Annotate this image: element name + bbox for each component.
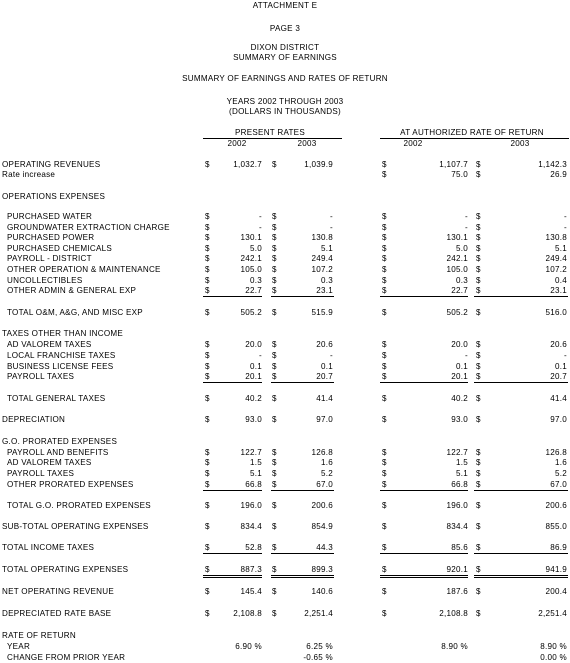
dollar-sign: $ xyxy=(476,415,481,424)
dollar-sign: $ xyxy=(476,276,481,285)
value-cell: - xyxy=(564,223,567,232)
value-cell: 854.9 xyxy=(311,522,333,531)
value-cell: 130.8 xyxy=(545,233,567,242)
value-cell: 0.1 xyxy=(554,362,567,371)
dollar-sign: $ xyxy=(272,254,277,263)
value-cell: 0.1 xyxy=(455,362,468,371)
dollar-sign: $ xyxy=(382,587,387,596)
dollar-sign: $ xyxy=(476,308,481,317)
value-cell: 5.2 xyxy=(320,469,333,478)
dollar-sign: $ xyxy=(272,340,277,349)
row-label: BUSINESS LICENSE FEES xyxy=(7,362,114,371)
row-label: TOTAL G.O. PRORATED EXPENSES xyxy=(7,501,151,510)
value-cell: 22.7 xyxy=(451,286,468,295)
dollar-sign: $ xyxy=(382,223,387,232)
value-cell: 145.4 xyxy=(240,587,262,596)
value-cell: 920.1 xyxy=(446,565,468,574)
dollar-sign: $ xyxy=(205,362,210,371)
value-cell: 26.9 xyxy=(550,170,567,179)
dollar-sign: $ xyxy=(205,223,210,232)
value-cell: 122.7 xyxy=(446,448,468,457)
value-cell: 1,107.7 xyxy=(439,160,468,169)
value-cell: 196.0 xyxy=(240,501,262,510)
value-cell: 97.0 xyxy=(316,415,333,424)
row-label: RATE OF RETURN xyxy=(2,631,76,640)
dollar-sign: $ xyxy=(382,501,387,510)
row-label: SUB-TOTAL OPERATING EXPENSES xyxy=(2,522,149,531)
row-label: AD VALOREM TAXES xyxy=(7,458,92,467)
value-cell: 44.3 xyxy=(316,543,333,552)
dollar-sign: $ xyxy=(272,160,277,169)
dollar-sign: $ xyxy=(476,522,481,531)
value-cell: 66.8 xyxy=(245,480,262,489)
total-underline xyxy=(474,490,568,491)
value-cell: 5.2 xyxy=(554,469,567,478)
dollar-sign: $ xyxy=(476,448,481,457)
row-label: OTHER OPERATION & MAINTENANCE xyxy=(7,265,161,274)
value-cell: 855.0 xyxy=(545,522,567,531)
row-label: OPERATIONS EXPENSES xyxy=(2,192,106,201)
value-cell: 20.0 xyxy=(245,340,262,349)
dollar-sign: $ xyxy=(382,372,387,381)
dollar-sign: $ xyxy=(382,469,387,478)
value-cell: 86.9 xyxy=(550,543,567,552)
value-cell: 1,039.9 xyxy=(304,160,333,169)
dollar-sign: $ xyxy=(476,469,481,478)
year-heading: 2003 xyxy=(297,139,317,148)
page-number: PAGE 3 xyxy=(269,24,301,33)
row-label: CHANGE FROM PRIOR YEAR xyxy=(7,653,126,662)
dollar-sign: $ xyxy=(476,587,481,596)
value-cell: 41.4 xyxy=(316,394,333,403)
value-cell: 22.7 xyxy=(245,286,262,295)
row-label: AD VALOREM TAXES xyxy=(7,340,92,349)
dollar-sign: $ xyxy=(272,265,277,274)
dollar-sign: $ xyxy=(476,609,481,618)
value-cell: - xyxy=(259,223,262,232)
dollar-sign: $ xyxy=(205,469,210,478)
year-heading: 2002 xyxy=(227,139,247,148)
value-cell: 5.0 xyxy=(455,244,468,253)
dollar-sign: $ xyxy=(272,543,277,552)
dollar-sign: $ xyxy=(476,372,481,381)
dollar-sign: $ xyxy=(205,276,210,285)
row-label: PURCHASED CHEMICALS xyxy=(7,244,113,253)
dollar-sign: $ xyxy=(382,254,387,263)
dollar-sign: $ xyxy=(476,351,481,360)
value-cell: 1,142.3 xyxy=(538,160,567,169)
dollar-sign: $ xyxy=(476,265,481,274)
value-cell: 20.1 xyxy=(451,372,468,381)
dollar-sign: $ xyxy=(382,394,387,403)
dollar-sign: $ xyxy=(476,394,481,403)
value-cell: 93.0 xyxy=(245,415,262,424)
dollar-sign: $ xyxy=(476,480,481,489)
value-cell: 20.0 xyxy=(451,340,468,349)
value-cell: 130.8 xyxy=(311,233,333,242)
value-cell: 23.1 xyxy=(550,286,567,295)
attachment-label: ATTACHMENT E xyxy=(252,1,318,10)
dollar-sign: $ xyxy=(272,522,277,531)
row-label: PAYROLL - DISTRICT xyxy=(7,254,92,263)
value-cell: 20.7 xyxy=(550,372,567,381)
total-underline xyxy=(271,490,334,491)
value-cell: 20.1 xyxy=(245,372,262,381)
total-underline xyxy=(380,553,468,554)
value-cell: 40.2 xyxy=(451,394,468,403)
dollar-sign: $ xyxy=(382,351,387,360)
value-cell: 0.3 xyxy=(455,276,468,285)
dollar-sign: $ xyxy=(205,308,210,317)
row-label: PAYROLL TAXES xyxy=(7,469,75,478)
value-cell: 0.1 xyxy=(249,362,262,371)
value-cell: - xyxy=(465,212,468,221)
dollar-sign: $ xyxy=(272,362,277,371)
row-label: TOTAL OPERATING EXPENSES xyxy=(2,565,129,574)
value-cell: 140.6 xyxy=(311,587,333,596)
value-cell: 0.00 % xyxy=(540,653,567,662)
value-cell: - xyxy=(330,223,333,232)
dollar-sign: $ xyxy=(272,469,277,478)
value-cell: 20.6 xyxy=(316,340,333,349)
value-cell: 2,108.8 xyxy=(233,609,262,618)
dollar-sign: $ xyxy=(382,522,387,531)
dollar-sign: $ xyxy=(205,587,210,596)
total-underline xyxy=(271,296,334,297)
value-cell: - xyxy=(564,212,567,221)
total-underline xyxy=(474,577,568,578)
report-subtitle: SUMMARY OF EARNINGS AND RATES OF RETURN xyxy=(182,74,388,83)
dollar-sign: $ xyxy=(476,543,481,552)
dollar-sign: $ xyxy=(272,609,277,618)
dollar-sign: $ xyxy=(382,212,387,221)
dollar-sign: $ xyxy=(382,340,387,349)
value-cell: 107.2 xyxy=(311,265,333,274)
value-cell: 0.4 xyxy=(554,276,567,285)
value-cell: 5.1 xyxy=(320,244,333,253)
value-cell: 75.0 xyxy=(451,170,468,179)
dollar-sign: $ xyxy=(476,340,481,349)
row-label: UNCOLLECTIBLES xyxy=(7,276,83,285)
value-cell: - xyxy=(465,223,468,232)
dollar-sign: $ xyxy=(476,233,481,242)
value-cell: 887.3 xyxy=(240,565,262,574)
value-cell: 834.4 xyxy=(240,522,262,531)
dollar-sign: $ xyxy=(382,362,387,371)
dollar-sign: $ xyxy=(205,480,210,489)
value-cell: 1.6 xyxy=(320,458,333,467)
dollar-sign: $ xyxy=(205,501,210,510)
value-cell: 2,251.4 xyxy=(538,609,567,618)
dollar-sign: $ xyxy=(476,286,481,295)
dollar-sign: $ xyxy=(205,565,210,574)
dollar-sign: $ xyxy=(272,308,277,317)
dollar-sign: $ xyxy=(382,543,387,552)
district-name: DIXON DISTRICT xyxy=(250,43,320,52)
row-label: DEPRECIATED RATE BASE xyxy=(2,609,112,618)
value-cell: 5.0 xyxy=(249,244,262,253)
value-cell: 5.1 xyxy=(249,469,262,478)
total-underline xyxy=(271,382,334,383)
value-cell: 130.1 xyxy=(446,233,468,242)
dollar-sign: $ xyxy=(476,160,481,169)
dollar-sign: $ xyxy=(382,448,387,457)
row-label: PURCHASED WATER xyxy=(7,212,93,221)
row-label: PURCHASED POWER xyxy=(7,233,95,242)
row-label: TOTAL GENERAL TAXES xyxy=(7,394,106,403)
row-label: G.O. PRORATED EXPENSES xyxy=(2,437,118,446)
value-cell: 0.3 xyxy=(249,276,262,285)
value-cell: 899.3 xyxy=(311,565,333,574)
value-cell: 200.4 xyxy=(545,587,567,596)
value-cell: 1.6 xyxy=(554,458,567,467)
value-cell: 187.6 xyxy=(446,587,468,596)
value-cell: 1.5 xyxy=(249,458,262,467)
value-cell: 130.1 xyxy=(240,233,262,242)
total-underline xyxy=(203,577,262,578)
value-cell: 516.0 xyxy=(545,308,567,317)
dollar-sign: $ xyxy=(476,223,481,232)
value-cell: 2,108.8 xyxy=(439,609,468,618)
value-cell: 52.8 xyxy=(245,543,262,552)
total-underline xyxy=(380,575,468,576)
total-underline xyxy=(474,553,568,554)
dollar-sign: $ xyxy=(272,448,277,457)
total-underline xyxy=(271,553,334,554)
value-cell: 8.90 % xyxy=(540,642,567,651)
value-cell: - xyxy=(259,351,262,360)
value-cell: 6.90 % xyxy=(235,642,262,651)
value-cell: 93.0 xyxy=(451,415,468,424)
dollar-sign: $ xyxy=(272,394,277,403)
dollar-sign: $ xyxy=(382,565,387,574)
dollar-sign: $ xyxy=(476,170,481,179)
present-rates-heading: PRESENT RATES xyxy=(235,128,305,137)
value-cell: 1,032.7 xyxy=(233,160,262,169)
authorized-rates-heading: AT AUTHORIZED RATE OF RETURN xyxy=(400,128,544,137)
value-cell: 107.2 xyxy=(545,265,567,274)
dollar-sign: $ xyxy=(272,372,277,381)
value-cell: 20.6 xyxy=(550,340,567,349)
row-label: TOTAL O&M, A&G, AND MISC EXP xyxy=(7,308,143,317)
value-cell: - xyxy=(465,351,468,360)
value-cell: 67.0 xyxy=(316,480,333,489)
total-underline xyxy=(474,296,568,297)
value-cell: 941.9 xyxy=(545,565,567,574)
dollar-sign: $ xyxy=(272,587,277,596)
value-cell: 85.6 xyxy=(451,543,468,552)
dollar-sign: $ xyxy=(382,160,387,169)
units-note: (DOLLARS IN THOUSANDS) xyxy=(229,107,341,116)
row-label: DEPRECIATION xyxy=(2,415,66,424)
value-cell: 126.8 xyxy=(545,448,567,457)
dollar-sign: $ xyxy=(476,458,481,467)
year-heading: 2002 xyxy=(403,139,423,148)
dollar-sign: $ xyxy=(382,265,387,274)
dollar-sign: $ xyxy=(476,244,481,253)
total-underline xyxy=(203,553,262,554)
value-cell: 6.25 % xyxy=(306,642,333,651)
value-cell: 105.0 xyxy=(446,265,468,274)
total-underline xyxy=(380,296,468,297)
value-cell: 97.0 xyxy=(550,415,567,424)
dollar-sign: $ xyxy=(205,394,210,403)
total-underline xyxy=(380,577,468,578)
dollar-sign: $ xyxy=(205,372,210,381)
dollar-sign: $ xyxy=(205,609,210,618)
dollar-sign: $ xyxy=(382,480,387,489)
dollar-sign: $ xyxy=(476,212,481,221)
dollar-sign: $ xyxy=(476,362,481,371)
row-label: PAYROLL TAXES xyxy=(7,372,75,381)
dollar-sign: $ xyxy=(272,233,277,242)
value-cell: - xyxy=(330,351,333,360)
dollar-sign: $ xyxy=(205,543,210,552)
dollar-sign: $ xyxy=(205,233,210,242)
dollar-sign: $ xyxy=(205,458,210,467)
row-label: YEAR xyxy=(7,642,31,651)
total-underline xyxy=(474,382,568,383)
value-cell: 40.2 xyxy=(245,394,262,403)
dollar-sign: $ xyxy=(272,286,277,295)
dollar-sign: $ xyxy=(205,286,210,295)
dollar-sign: $ xyxy=(272,351,277,360)
dollar-sign: $ xyxy=(476,254,481,263)
dollar-sign: $ xyxy=(382,233,387,242)
dollar-sign: $ xyxy=(205,160,210,169)
value-cell: - xyxy=(330,212,333,221)
value-cell: 66.8 xyxy=(451,480,468,489)
dollar-sign: $ xyxy=(382,170,387,179)
dollar-sign: $ xyxy=(476,565,481,574)
value-cell: 23.1 xyxy=(316,286,333,295)
value-cell: 242.1 xyxy=(446,254,468,263)
dollar-sign: $ xyxy=(272,223,277,232)
dollar-sign: $ xyxy=(205,265,210,274)
dollar-sign: $ xyxy=(382,458,387,467)
dollar-sign: $ xyxy=(272,480,277,489)
dollar-sign: $ xyxy=(205,522,210,531)
dollar-sign: $ xyxy=(272,415,277,424)
value-cell: 0.3 xyxy=(320,276,333,285)
row-label: TAXES OTHER THAN INCOME xyxy=(2,329,124,338)
dollar-sign: $ xyxy=(205,212,210,221)
value-cell: 834.4 xyxy=(446,522,468,531)
total-underline xyxy=(271,575,334,576)
row-label: OTHER PRORATED EXPENSES xyxy=(7,480,134,489)
total-underline xyxy=(474,575,568,576)
value-cell: 5.1 xyxy=(455,469,468,478)
value-cell: 5.1 xyxy=(554,244,567,253)
total-underline xyxy=(203,296,262,297)
dollar-sign: $ xyxy=(272,212,277,221)
value-cell: 41.4 xyxy=(550,394,567,403)
dollar-sign: $ xyxy=(205,448,210,457)
dollar-sign: $ xyxy=(382,308,387,317)
dollar-sign: $ xyxy=(382,244,387,253)
dollar-sign: $ xyxy=(205,244,210,253)
value-cell: 105.0 xyxy=(240,265,262,274)
value-cell: 249.4 xyxy=(545,254,567,263)
present-rates-rule xyxy=(203,138,342,139)
value-cell: 67.0 xyxy=(550,480,567,489)
value-cell: 515.9 xyxy=(311,308,333,317)
value-cell: 126.8 xyxy=(311,448,333,457)
dollar-sign: $ xyxy=(205,415,210,424)
value-cell: - xyxy=(259,212,262,221)
dollar-sign: $ xyxy=(382,415,387,424)
value-cell: 20.7 xyxy=(316,372,333,381)
row-label: GROUNDWATER EXTRACTION CHARGE xyxy=(7,223,170,232)
total-underline xyxy=(203,490,262,491)
dollar-sign: $ xyxy=(205,254,210,263)
dollar-sign: $ xyxy=(205,340,210,349)
dollar-sign: $ xyxy=(382,276,387,285)
value-cell: 122.7 xyxy=(240,448,262,457)
dollar-sign: $ xyxy=(476,501,481,510)
row-label: Rate increase xyxy=(2,170,56,179)
dollar-sign: $ xyxy=(272,565,277,574)
total-underline xyxy=(203,382,262,383)
summary-title: SUMMARY OF EARNINGS xyxy=(233,53,337,62)
dollar-sign: $ xyxy=(382,609,387,618)
row-label: LOCAL FRANCHISE TAXES xyxy=(7,351,116,360)
row-label: TOTAL INCOME TAXES xyxy=(2,543,95,552)
value-cell: 1.5 xyxy=(455,458,468,467)
value-cell: 0.1 xyxy=(320,362,333,371)
dollar-sign: $ xyxy=(272,244,277,253)
value-cell: -0.65 % xyxy=(303,653,333,662)
total-underline xyxy=(380,490,468,491)
value-cell: 505.2 xyxy=(240,308,262,317)
row-label: NET OPERATING REVENUE xyxy=(2,587,114,596)
row-label: OTHER ADMIN & GENERAL EXP xyxy=(7,286,137,295)
value-cell: 200.6 xyxy=(545,501,567,510)
value-cell: 505.2 xyxy=(446,308,468,317)
dollar-sign: $ xyxy=(272,276,277,285)
year-range: YEARS 2002 THROUGH 2003 xyxy=(226,97,344,106)
year-heading: 2003 xyxy=(510,139,530,148)
dollar-sign: $ xyxy=(382,286,387,295)
value-cell: - xyxy=(564,351,567,360)
total-underline xyxy=(203,575,262,576)
value-cell: 8.90 % xyxy=(441,642,468,651)
value-cell: 242.1 xyxy=(240,254,262,263)
dollar-sign: $ xyxy=(205,351,210,360)
value-cell: 2,251.4 xyxy=(304,609,333,618)
total-underline xyxy=(271,577,334,578)
row-label: PAYROLL AND BENEFITS xyxy=(7,448,109,457)
dollar-sign: $ xyxy=(272,458,277,467)
value-cell: 249.4 xyxy=(311,254,333,263)
total-underline xyxy=(380,382,468,383)
row-label: OPERATING REVENUES xyxy=(2,160,101,169)
dollar-sign: $ xyxy=(272,501,277,510)
value-cell: 196.0 xyxy=(446,501,468,510)
value-cell: 200.6 xyxy=(311,501,333,510)
